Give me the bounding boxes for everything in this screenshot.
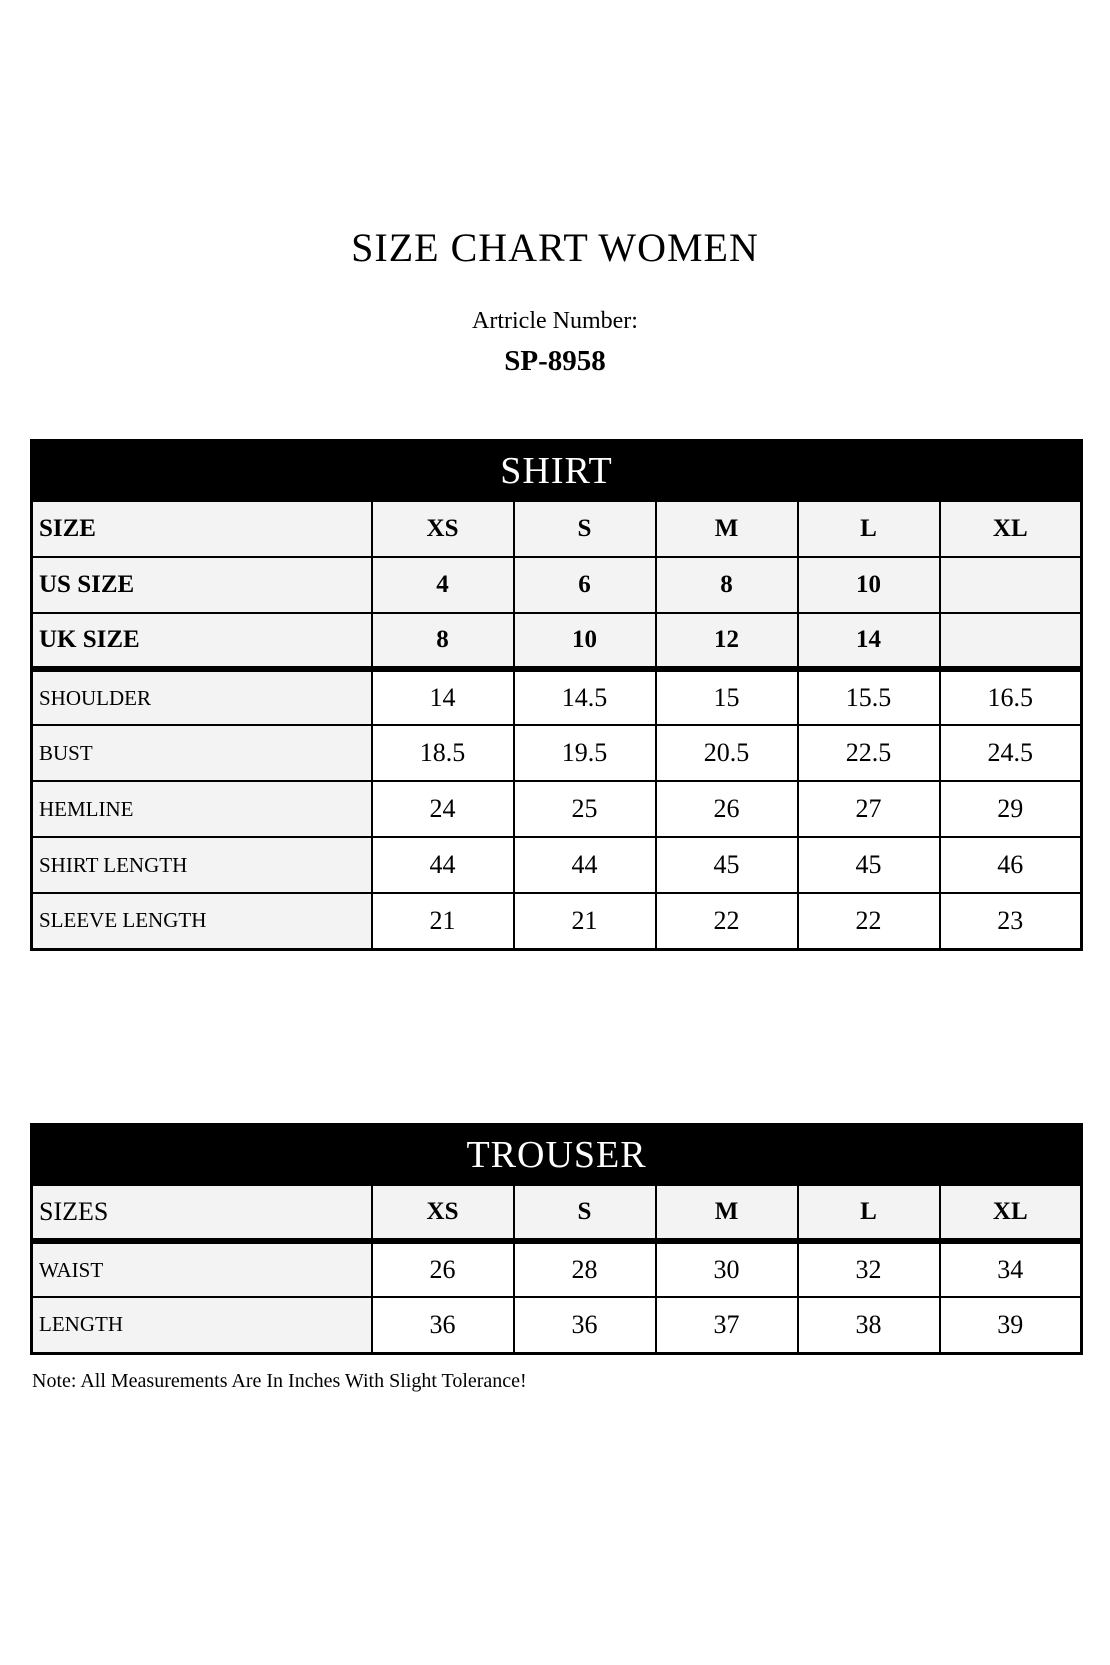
row-value-cell: 18.5: [372, 725, 514, 781]
page-title: SIZE CHART WOMEN: [351, 225, 759, 270]
row-value-cell: 22.5: [798, 725, 940, 781]
shirt-size-table: [30, 439, 1083, 951]
trouser-measurement-row: [32, 1241, 1082, 1297]
row-label-cell: UK SIZE: [32, 613, 372, 669]
row-value-cell: 24.5: [940, 725, 1082, 781]
row-value-cell: 12: [656, 613, 798, 669]
row-value-cell: 28: [514, 1241, 656, 1297]
row-value-cell: S: [514, 501, 656, 557]
trouser-table-header-row: [32, 1124, 1082, 1185]
row-value-cell: L: [798, 501, 940, 557]
document-heading: [65, 224, 1045, 379]
row-value-cell: 46: [940, 837, 1082, 893]
row-value-cell: 32: [798, 1241, 940, 1297]
row-value-cell: L: [798, 1185, 940, 1241]
row-value-cell: 34: [940, 1241, 1082, 1297]
row-value-cell: [940, 557, 1082, 613]
shirt-table-title: SHIRT: [32, 440, 1082, 501]
row-value-cell: 4: [372, 557, 514, 613]
shirt-measurement-row: [32, 893, 1082, 949]
row-value-cell: 45: [656, 837, 798, 893]
row-value-cell: 36: [372, 1297, 514, 1353]
row-value-cell: 21: [372, 893, 514, 949]
row-label-cell: HEMLINE: [32, 781, 372, 837]
row-value-cell: 27: [798, 781, 940, 837]
trouser-size-row: [32, 1185, 1082, 1241]
shirt-size-row: [32, 613, 1082, 669]
trouser-table-title: TROUSER: [32, 1124, 1082, 1185]
row-label-cell: BUST: [32, 725, 372, 781]
row-value-cell: 38: [798, 1297, 940, 1353]
shirt-measurement-row: [32, 837, 1082, 893]
row-value-cell: 15.5: [798, 669, 940, 725]
trouser-measurement-row: [32, 1297, 1082, 1353]
row-value-cell: 20.5: [656, 725, 798, 781]
row-value-cell: XL: [940, 501, 1082, 557]
shirt-measurement-row: [32, 725, 1082, 781]
row-value-cell: 24: [372, 781, 514, 837]
row-value-cell: S: [514, 1185, 656, 1241]
row-value-cell: M: [656, 1185, 798, 1241]
row-label-cell: US SIZE: [32, 557, 372, 613]
shirt-measurement-row: [32, 781, 1082, 837]
shirt-size-row: [32, 501, 1082, 557]
shirt-measurement-row: [32, 669, 1082, 725]
measurement-note: Note: All Measurements Are In Inches With Slight Tolerance!: [32, 1369, 527, 1392]
row-value-cell: 14: [798, 613, 940, 669]
row-value-cell: XL: [940, 1185, 1082, 1241]
row-value-cell: 21: [514, 893, 656, 949]
row-value-cell: 30: [656, 1241, 798, 1297]
row-value-cell: 44: [372, 837, 514, 893]
row-value-cell: 22: [798, 893, 940, 949]
row-value-cell: 26: [372, 1241, 514, 1297]
row-label-cell: SIZE: [32, 501, 372, 557]
row-value-cell: 23: [940, 893, 1082, 949]
article-number-label: Artricle Number:: [472, 308, 638, 334]
row-value-cell: 25: [514, 781, 656, 837]
row-value-cell: 8: [372, 613, 514, 669]
shirt-table-header-row: [32, 440, 1082, 501]
row-value-cell: 6: [514, 557, 656, 613]
row-value-cell: 44: [514, 837, 656, 893]
row-label-cell: SIZES: [32, 1185, 372, 1241]
row-value-cell: 8: [656, 557, 798, 613]
row-value-cell: 45: [798, 837, 940, 893]
row-value-cell: 37: [656, 1297, 798, 1353]
row-value-cell: 26: [656, 781, 798, 837]
row-value-cell: [940, 613, 1082, 669]
row-value-cell: 10: [798, 557, 940, 613]
row-value-cell: 16.5: [940, 669, 1082, 725]
row-value-cell: 19.5: [514, 725, 656, 781]
row-label-cell: LENGTH: [32, 1297, 372, 1353]
row-label-cell: SHIRT LENGTH: [32, 837, 372, 893]
row-value-cell: 39: [940, 1297, 1082, 1353]
row-value-cell: XS: [372, 1185, 514, 1241]
trouser-size-table: [30, 1123, 1083, 1355]
row-value-cell: 10: [514, 613, 656, 669]
row-label-cell: SHOULDER: [32, 669, 372, 725]
article-number-value: SP-8958: [504, 344, 606, 377]
row-value-cell: M: [656, 501, 798, 557]
row-value-cell: XS: [372, 501, 514, 557]
shirt-size-row: [32, 557, 1082, 613]
row-value-cell: 29: [940, 781, 1082, 837]
row-label-cell: WAIST: [32, 1241, 372, 1297]
row-value-cell: 36: [514, 1297, 656, 1353]
row-label-cell: SLEEVE LENGTH: [32, 893, 372, 949]
row-value-cell: 14.5: [514, 669, 656, 725]
row-value-cell: 22: [656, 893, 798, 949]
row-value-cell: 15: [656, 669, 798, 725]
row-value-cell: 14: [372, 669, 514, 725]
